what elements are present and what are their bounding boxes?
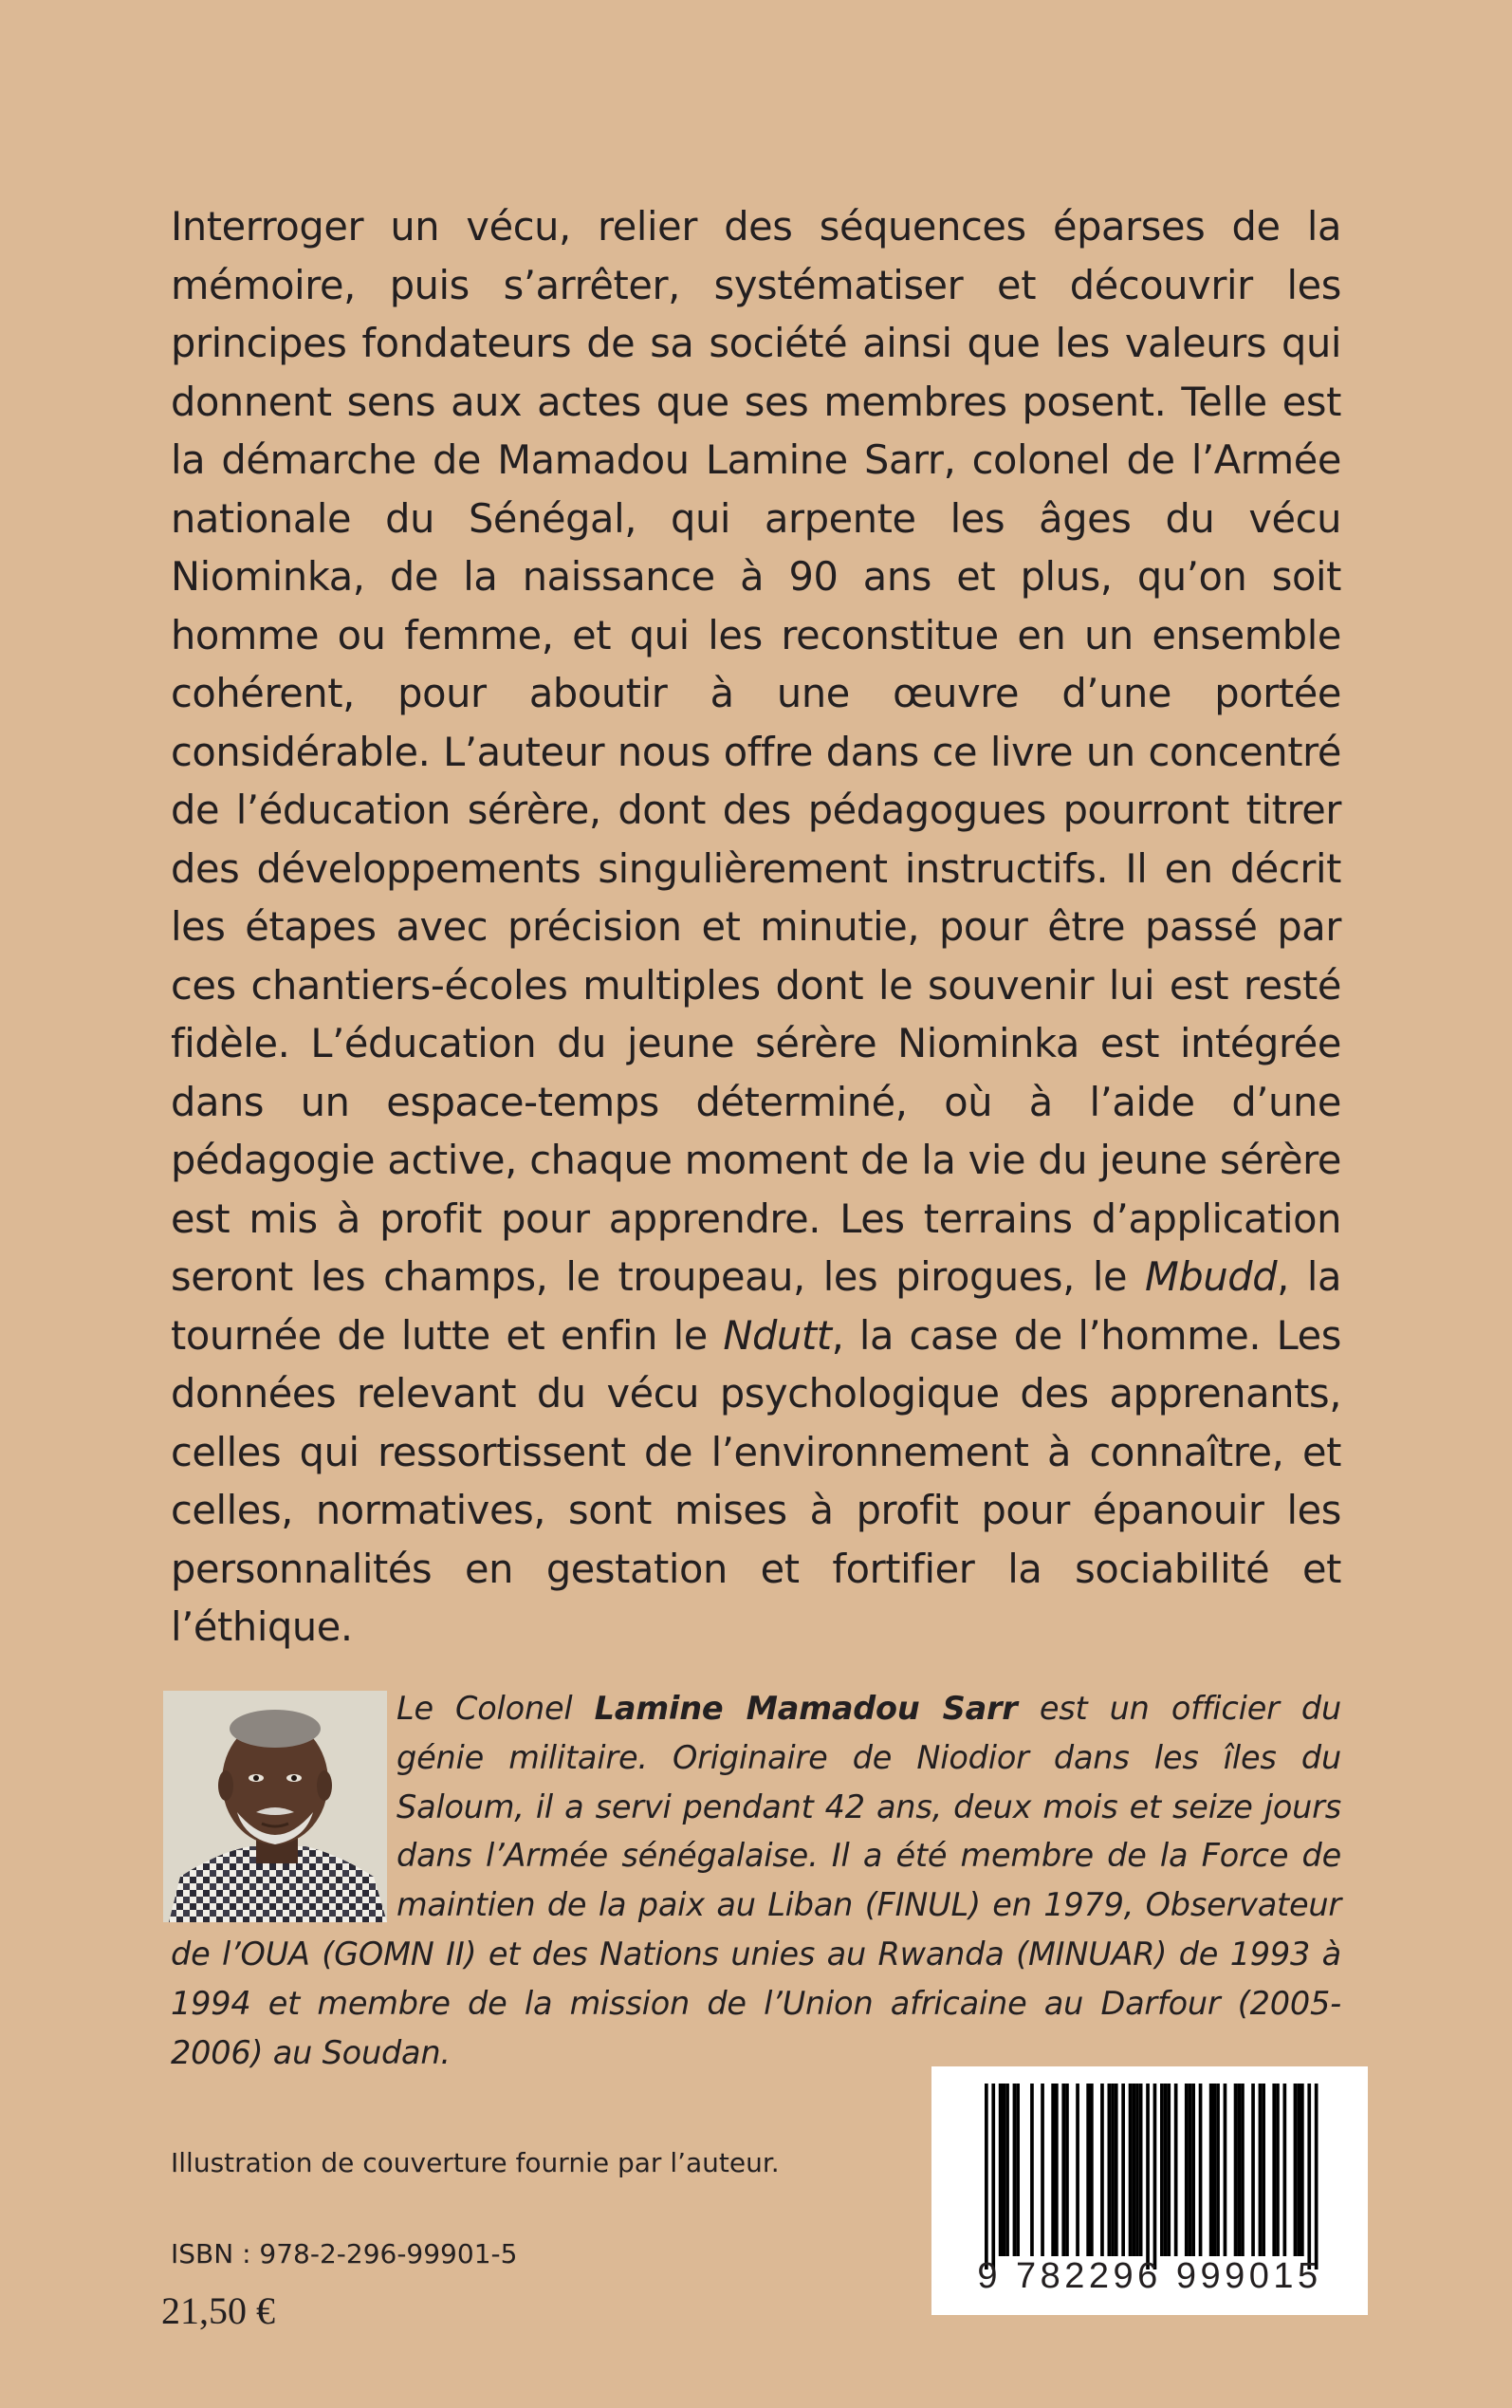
barcode-bar xyxy=(1209,2084,1213,2256)
barcode-bar xyxy=(1189,2084,1192,2256)
barcode-bar xyxy=(1259,2084,1263,2256)
price-label: 21,50 € xyxy=(161,2289,275,2332)
barcode-bar xyxy=(1241,2084,1245,2256)
barcode-bar xyxy=(1121,2084,1125,2256)
barcode-bar xyxy=(1146,2084,1150,2269)
barcode-bar xyxy=(1153,2084,1157,2269)
barcode-bar xyxy=(1051,2084,1055,2256)
barcode-bar xyxy=(1115,2084,1118,2256)
barcode-bar xyxy=(1013,2084,1017,2256)
barcode-bar xyxy=(1100,2084,1104,2256)
barcode-bar xyxy=(1065,2084,1069,2256)
barcode-bar xyxy=(1315,2084,1318,2269)
barcode-bar xyxy=(1276,2084,1280,2256)
barcode-bar xyxy=(1272,2084,1276,2256)
barcode-bar xyxy=(1132,2084,1135,2256)
cover-credit: Illustration de couverture fournie par l’auteur. xyxy=(171,2147,780,2178)
barcode-bar xyxy=(1191,2084,1195,2256)
barcode-bar xyxy=(1061,2084,1065,2256)
barcode-bar xyxy=(1139,2084,1143,2256)
barcode-bar xyxy=(1216,2084,1220,2256)
barcode-bar xyxy=(1234,2084,1238,2256)
back-cover-blurb xyxy=(171,197,1341,1657)
barcode-bar xyxy=(1251,2084,1255,2256)
barcode-bar xyxy=(1090,2084,1094,2256)
barcode-bar xyxy=(1199,2084,1203,2256)
barcode-bar xyxy=(1224,2084,1227,2256)
barcode-bar xyxy=(1185,2084,1189,2256)
barcode-bar xyxy=(1237,2084,1241,2256)
barcode-bar xyxy=(1055,2084,1059,2256)
barcode-bar xyxy=(1003,2084,1006,2256)
bio-text: est un officier du génie militaire. Originaire de Niodior dans les îles du Saloum, il a servi pendant 42 ans, deux mois et seize jours dans l’Armée sénégalaise. Il a été membre de la Force de maintien de la paix au Liban (FINUL) en 1979, Observateur de l’OUA (GOMN II) et des Nations unies au Rwanda (MINUAR) de 1993 à 1994 et membre de la mission de l’Union africaine au Darfour (2005-2006) au Soudan. xyxy=(171,1690,1341,2071)
author-bio xyxy=(171,1684,1341,2077)
photo-spacer xyxy=(171,1684,395,1919)
isbn-line: ISBN : 978-2-296-99901-5 xyxy=(171,2238,518,2269)
term-mbudd: Mbudd xyxy=(1145,1253,1278,1300)
barcode-bar xyxy=(1076,2084,1079,2256)
barcode-bar xyxy=(1294,2084,1298,2256)
barcode-bar xyxy=(1030,2084,1034,2256)
barcode-bar xyxy=(1160,2084,1164,2256)
barcode-bar xyxy=(1262,2084,1265,2256)
barcode-bar xyxy=(1297,2084,1300,2256)
blurb-text-3: , la case de l’homme. Les données relevant du vécu psychologique des apprenants, celles qui ressortissent de l’environnement à connaître, et celles, normatives, sont mises à profit pour épanouir les personnalités en gestation et fortifier la sociabilité et l’éthique. xyxy=(171,1311,1341,1650)
barcode-bar xyxy=(1307,2084,1311,2269)
author-name: Lamine Mamadou Sarr xyxy=(594,1690,1018,1727)
barcode-bar xyxy=(1108,2084,1112,2256)
barcode-bar xyxy=(1111,2084,1115,2256)
barcode-bar xyxy=(1129,2084,1133,2256)
barcode-bar xyxy=(1167,2084,1171,2256)
barcode-bar xyxy=(1283,2084,1287,2256)
barcode-bar xyxy=(999,2084,1003,2256)
blurb-text-1: Interroger un vécu, relier des séquences éparses de la mémoire, puis s’arrêter, systématiser et découvrir les principes fondateurs de sa société ainsi que les valeurs qui donnent sens aux actes que ses membres posent. Telle est la démarche de Mamadou Lamine Sarr, colonel de l’Armée nationale du Sénégal, qui arpente les âges du vécu Niominka, de la naissance à 90 ans et plus, qu’on soit homme ou femme, et qui les reconstitue en un ensemble cohérent, pour aboutir à une œuvre d’une portée considérable. L’auteur nous offre dans ce livre un concentré de l’éducation sérère, dont des pédagogues pourront titrer des développements singulièrement instructifs. Il en décrit les étapes avec précision et minutie, pour être passé par ces chantiers-écoles multiples dont le souvenir lui est resté fidèle. L’éducation du jeune sérère Niominka est intégrée dans un espace-temps déterminé, où à l’aide d’une pédagogie active, chaque moment de la vie du jeune sérère est mis à profit pour apprendre. Les terrains d’application seront les champs, le troupeau, les pirogues, le xyxy=(171,203,1341,1300)
bio-prefix: Le Colonel xyxy=(396,1690,595,1727)
barcode-bar xyxy=(1164,2084,1168,2256)
barcode-bar xyxy=(985,2084,988,2269)
barcode-bar xyxy=(991,2084,995,2269)
barcode-digits: 9 782296 999015 xyxy=(977,2256,1322,2296)
barcode-bar xyxy=(1041,2084,1044,2256)
blurb-text-2: , la tournée de lutte et enfin le xyxy=(171,1253,1341,1359)
barcode-bar xyxy=(1213,2084,1217,2256)
barcode-bar xyxy=(1086,2084,1090,2256)
barcode-bar xyxy=(1005,2084,1009,2256)
barcode-bar xyxy=(1135,2084,1139,2256)
barcode-bar xyxy=(1016,2084,1020,2256)
barcode-bar xyxy=(1300,2084,1304,2256)
barcode-bar xyxy=(1174,2084,1178,2256)
term-ndutt: Ndutt xyxy=(723,1311,832,1359)
barcode xyxy=(931,2066,1368,2315)
